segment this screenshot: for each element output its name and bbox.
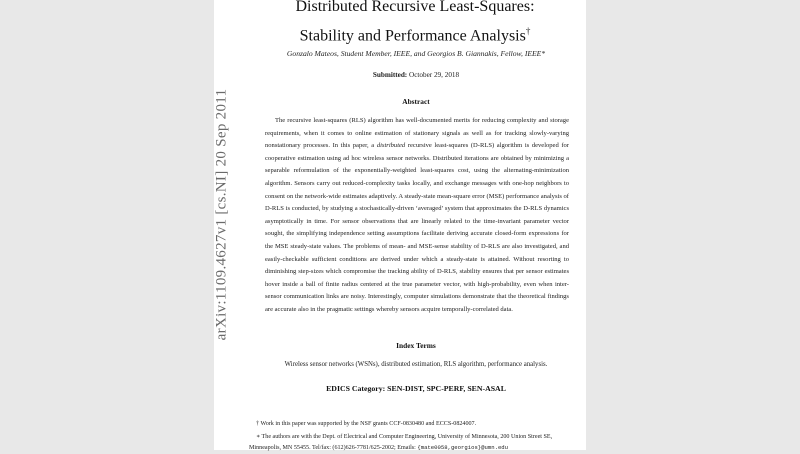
arxiv-side-stamp [212, 88, 232, 340]
author-emails: {mate0058,georgios}@umn.edu [417, 444, 509, 451]
footnote-funding: † Work in this paper was supported by the NSF grants CCF-0830480 and ECCS-0824007. [256, 421, 477, 427]
footnote-contact: Minneapolis, MN 55455. Tel/fax: (612)626-7781/625-2002; Emails: {mate0058,georgios}@umn.edu [249, 444, 509, 451]
footnote-affiliation: ∗ The authors are with the Dept. of Electrical and Computer Engineering, University of Minnesota, 200 Union Street SE, [256, 434, 553, 440]
paper-title-line-2: Stability and Performance Analysis† [299, 26, 531, 45]
abstract-emphasis: distributed [376, 142, 406, 150]
submitted-label: Submitted: [372, 71, 408, 79]
abstract-text: The recursive least-squares (RLS) algorithm has well-documented merits for reducing complexity and storage requirements, when it comes to online estimation of stationary signals as well as for tracking slowly-varying nonstationary processes. In this paper, a distributed recursive least-squares (D-RLS) algorithm is developed for cooperative estimation using ad hoc wireless sensor networks. Distributed iterations are obtained by minimizing a separable reformulation of the exponentially-weighted least-squares cost, using the alternating-minimization algorithm. Sensors carry out reduced-complexity tasks locally, and exchange messages with one-hop neighbors to consent on the network-wide estimates adaptively. A steady-state mean-square error (MSE) performance analysis of D-RLS is conducted, by studying a stochastically-driven ‘averaged’ system that approximates the D-RLS dynamics asymptotically in time. For sensor observations that are linearly related to the time-invariant parameter vector sought, the simplifying independence setting assumptions facilitate deriving accurate closed-form expressions for the MSE steady-state values. The problems of mean- and MSE-sense stability of D-RLS are also investigated, and easily-checkable sufficient conditions are derived under which a steady-state is attained. Without resorting to diminishing step-sizes which compromise the tracking ability of D-RLS, stability ensures that per sensor estimates hover inside a ball of finite radius centered at the true parameter vector, with high-probability, even when inter-sensor communication links are noisy. Interestingly, computer simulations demonstrate that the theoretical findings are accurate also in the pragmatic settings whereby sensors acquire temporally-correlated data. [265, 117, 569, 313]
index-terms-heading: Index Terms [396, 341, 436, 350]
edics-category: EDICS Category: SEN-DIST, SPC-PERF, SEN-ASAL [326, 384, 506, 393]
submission-date [236, 71, 596, 79]
arxiv-identifier: arXiv:1109.4627v1 [cs.NI] 20 Sep 2011 [213, 88, 230, 340]
author-list: Gonzalo Mateos, Student Member, IEEE, and Georgios B. Giannakis, Fellow, IEEE* [286, 49, 546, 58]
abstract-heading: Abstract [402, 97, 430, 106]
submitted-date: October 29, 2018 [409, 71, 460, 79]
index-terms-text: Wireless sensor networks (WSNs), distributed estimation, RLS algorithm, performance analysis. [284, 361, 548, 368]
title-footnote-mark: † [525, 26, 531, 36]
paper-title-line-1: Distributed Recursive Least-Squares: [295, 0, 535, 15]
